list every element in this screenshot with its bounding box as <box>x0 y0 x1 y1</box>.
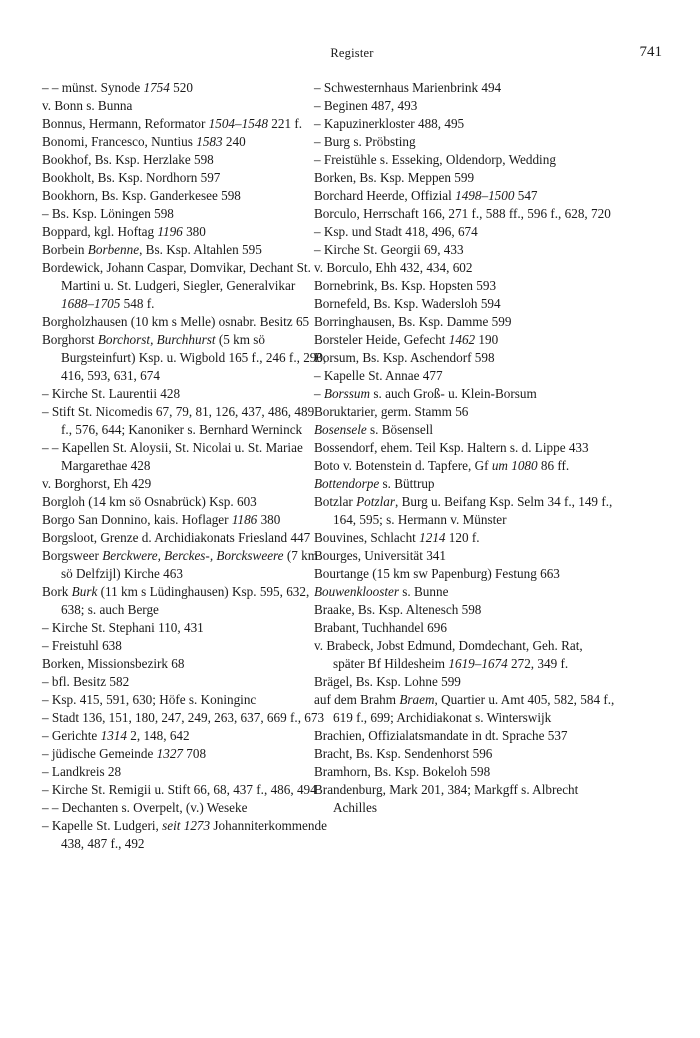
index-entry: Botzlar Potzlar, Burg u. Beifang Ksp. Selm 34 f., 149 f., 164, 595; s. Hermann v. Münster <box>314 494 613 527</box>
index-entry: – Freistuhl 638 <box>42 638 122 653</box>
index-entry: Borken, Bs. Ksp. Meppen 599 <box>314 170 475 185</box>
index-entry: – Kapelle St. Ludgeri, seit 1273 Johanniterkommende 438, 487 f., 492 <box>42 818 327 851</box>
index-entry: Bourges, Universität 341 <box>314 548 446 563</box>
index-entry: Brachien, Offizialatsmandate in dt. Sprache 537 <box>314 728 568 743</box>
index-entry: – bfl. Besitz 582 <box>42 674 130 689</box>
index-entry: Boppard, kgl. Hoftag 1196 380 <box>42 224 206 239</box>
index-entry: Bonomi, Francesco, Nuntius 1583 240 <box>42 134 246 149</box>
index-entry: – Stift St. Nicomedis 67, 79, 81, 126, 437, 486, 489 f., 576, 644; Kanoniker s. Bernhard Werninck <box>42 404 315 437</box>
index-entry: – Kirche St. Laurentii 428 <box>42 386 181 401</box>
index-entry: – Kapelle St. Annae 477 <box>314 368 443 383</box>
index-entry: Boruktarier, germ. Stamm 56 <box>314 404 469 419</box>
index-entry: v. Borculo, Ehh 432, 434, 602 <box>314 260 473 275</box>
index-entry: – Kirche St. Georgii 69, 433 <box>314 242 464 257</box>
index-entry: Bornefeld, Bs. Ksp. Wadersloh 594 <box>314 296 501 311</box>
index-entry: – Ksp. und Stadt 418, 496, 674 <box>314 224 478 239</box>
page-number: 741 <box>639 44 662 60</box>
index-entry: – Gerichte 1314 2, 148, 642 <box>42 728 190 743</box>
index-entry: – Beginen 487, 493 <box>314 98 418 113</box>
index-entry: Borgo San Donnino, kais. Hoflager 1186 380 <box>42 512 281 527</box>
index-entry: – Kapuzinerkloster 488, 495 <box>314 116 465 131</box>
index-entry: – Stadt 136, 151, 180, 247, 249, 263, 637, 669 f., 673 <box>42 710 325 725</box>
index-entry: Bouwenklooster s. Bunne <box>314 584 449 599</box>
index-entry: Brägel, Bs. Ksp. Lohne 599 <box>314 674 461 689</box>
index-entry: Borghorst Borchorst, Burchhurst (5 km sö Burgsteinfurt) Ksp. u. Wigbold 165 f., 246 f., 290, 416, 593, 631, 674 <box>42 332 327 383</box>
index-entry: – Schwesternhaus Marienbrink 494 <box>314 80 502 95</box>
index-entry: v. Borghorst, Eh 429 <box>42 476 152 491</box>
index-entry: Borgsweer Berckwere, Berckes-, Borcksweere (7 km sö Delfzijl) Kirche 463 <box>42 548 318 581</box>
index-entry: Borsteler Heide, Gefecht 1462 190 <box>314 332 499 347</box>
index-column-right <box>314 79 615 817</box>
index-entry: – Kirche St. Stephani 110, 431 <box>42 620 204 635</box>
index-entry: Borsum, Bs. Ksp. Aschendorf 598 <box>314 350 495 365</box>
index-entry: Borgsloot, Grenze d. Archidiakonats Friesland 447 <box>42 530 311 545</box>
index-entry: – Borssum s. auch Groß- u. Klein-Borsum <box>314 386 537 401</box>
index-entry: Borken, Missionsbezirk 68 <box>42 656 185 671</box>
index-entry: Borgholzhausen (10 km s Melle) osnabr. Besitz 65 <box>42 314 310 329</box>
running-head: Register <box>330 46 374 60</box>
index-entry: Bosensele s. Bösensell <box>314 422 434 437</box>
page-header <box>42 44 662 64</box>
index-entry: – Ksp. 415, 591, 630; Höfe s. Koninginc <box>42 692 257 707</box>
index-entry: Bork Burk (11 km s Lüdinghausen) Ksp. 595, 632, 638; s. auch Berge <box>42 584 310 617</box>
index-entry: v. Brabeck, Jobst Edmund, Domdechant, Geh. Rat, später Bf Hildesheim 1619–1674 272, 349 f. <box>314 638 583 671</box>
index-entry: v. Bonn s. Bunna <box>42 98 133 113</box>
index-entry: Borbein Borbenne, Bs. Ksp. Altahlen 595 <box>42 242 262 257</box>
index-entry: Borgloh (14 km sö Osnabrück) Ksp. 603 <box>42 494 257 509</box>
index-entry: auf dem Brahm Braem, Quartier u. Amt 405, 582, 584 f., 619 f., 699; Archidiakonat s. Winterswijk <box>314 692 615 725</box>
index-entry: – Kirche St. Remigii u. Stift 66, 68, 437 f., 486, 494 <box>42 782 317 797</box>
index-column-left <box>42 79 328 853</box>
index-entry: Bourtange (15 km sw Papenburg) Festung 663 <box>314 566 560 581</box>
index-entry: Brandenburg, Mark 201, 384; Markgff s. Albrecht Achilles <box>314 782 579 815</box>
index-entry: Bookhorn, Bs. Ksp. Ganderkesee 598 <box>42 188 241 203</box>
index-entry: Boto v. Botenstein d. Tapfere, Gf um 1080 86 ff. <box>314 458 570 473</box>
index-entry: Brabant, Tuchhandel 696 <box>314 620 447 635</box>
index-entry: Bracht, Bs. Ksp. Sendenhorst 596 <box>314 746 493 761</box>
index-entry: Bornebrink, Bs. Ksp. Hopsten 593 <box>314 278 497 293</box>
index-entry: – – münst. Synode 1754 520 <box>42 80 193 95</box>
index-entry: – Landkreis 28 <box>42 764 122 779</box>
index-entry: Borchard Heerde, Offizial 1498–1500 547 <box>314 188 538 203</box>
index-entry: – Bs. Ksp. Löningen 598 <box>42 206 174 221</box>
index-entry: Bookhof, Bs. Ksp. Herzlake 598 <box>42 152 214 167</box>
index-entry: Borringhausen, Bs. Ksp. Damme 599 <box>314 314 512 329</box>
index-entry: Bramhorn, Bs. Ksp. Bokeloh 598 <box>314 764 491 779</box>
index-entry: Bottendorpe s. Büttrup <box>314 476 435 491</box>
index-entry: Bossendorf, ehem. Teil Ksp. Haltern s. d. Lippe 433 <box>314 440 589 455</box>
index-entry: Bordewick, Johann Caspar, Domvikar, Dechant St. Martini u. St. Ludgeri, Siegler, Generalvikar 1688–1705 548 f. <box>42 260 311 311</box>
index-entry: Bonnus, Hermann, Reformator 1504–1548 221 f. <box>42 116 303 131</box>
index-entry: Braake, Bs. Ksp. Altenesch 598 <box>314 602 482 617</box>
index-entry: – jüdische Gemeinde 1327 708 <box>42 746 207 761</box>
index-entry: Borculo, Herrschaft 166, 271 f., 588 ff., 596 f., 628, 720 <box>314 206 611 221</box>
index-entry: – – Kapellen St. Aloysii, St. Nicolai u. St. Mariae Margarethae 428 <box>42 440 303 473</box>
index-entry: Bookholt, Bs. Ksp. Nordhorn 597 <box>42 170 221 185</box>
index-entry: – Burg s. Pröbsting <box>314 134 416 149</box>
index-entry: – Freistühle s. Esseking, Oldendorp, Wedding <box>314 152 556 167</box>
index-entry: Bouvines, Schlacht 1214 120 f. <box>314 530 480 545</box>
index-entry: – – Dechanten s. Overpelt, (v.) Weseke <box>42 800 248 815</box>
